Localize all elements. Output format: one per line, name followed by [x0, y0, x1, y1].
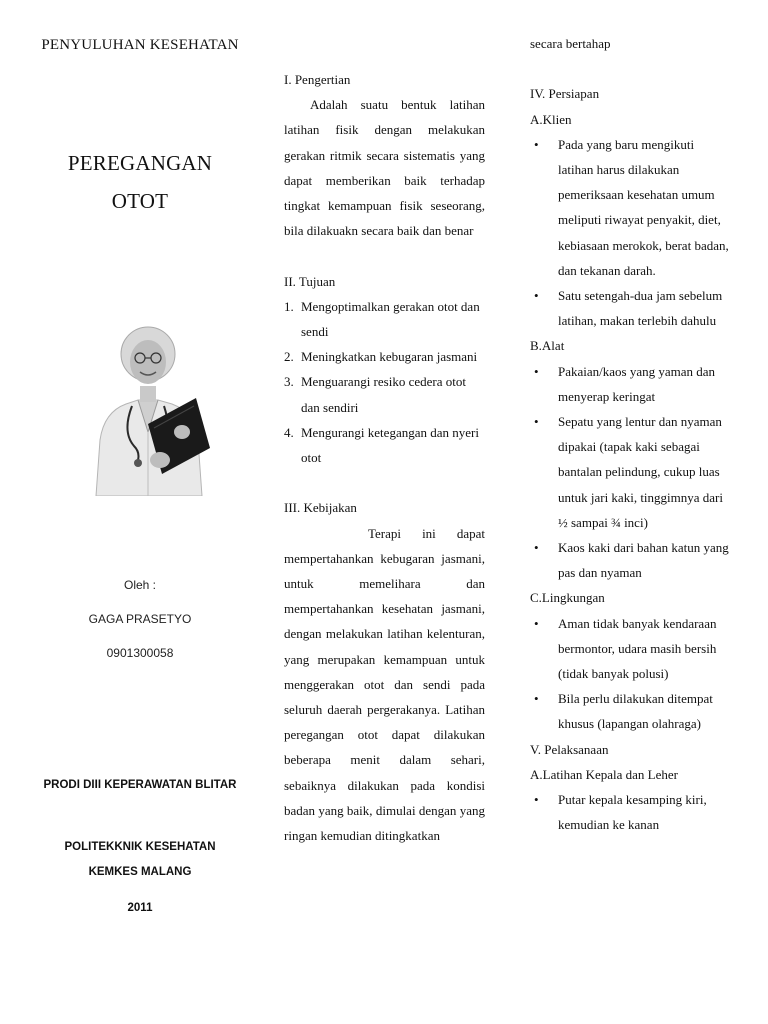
kebijakan-text: Terapi ini dapat mempertahankan kebugaran jasmani, untuk memelihara dan mempertahankan kesehatan jasmani, dengan melakukan latihan kelenturan, yang merupakan kemampuan untuk menggerakan otot dan sendi pada seluruh daerah pergerakanya. Latihan peregangan otot dapat dilakukan beberapa menit dalam sehari, sebaiknya dilakukan pada kondisi badan yang baik, dimulai dengan yang ringan kemudian ditingkatkan [284, 525, 485, 844]
section-heading-pelaksanaan: V. Pelaksanaan [530, 741, 609, 757]
institution-poltekkes: POLITEKKNIK KESEHATAN KEMKES MALANG [64, 841, 216, 878]
klien-list [530, 132, 730, 334]
list-item: • Aman tidak banyak kendaraan bermontor, udara masih bersih (tidak banyak polusi) [530, 611, 730, 687]
list-item: 3. Menguarangi resiko cedera otot dan sendiri [284, 374, 466, 415]
section-heading-persiapan: IV. Persiapan [530, 86, 600, 102]
subheading-lingkungan: C.Lingkungan [530, 590, 605, 606]
author-id: 0901300058 [106, 646, 174, 660]
subheading-kepala-leher: A.Latihan Kepala dan Leher [530, 766, 678, 782]
cover-header: PENYULUHAN KESEHATAN [41, 37, 239, 53]
middle-column [284, 67, 485, 848]
doctor-photo [78, 320, 218, 496]
section-heading-tujuan: II. Tujuan [284, 273, 336, 289]
list-item: • Satu setengah-dua jam sebelum latihan, makan terlebih dahulu [530, 283, 730, 333]
publication-year: 2011 [127, 902, 153, 914]
section-heading-kebijakan: III. Kebijakan [284, 500, 357, 516]
kebijakan-continuation: secara bertahap [530, 36, 611, 51]
list-item: 1. Mengoptimalkan gerakan otot dan sendi [284, 298, 480, 340]
list-item: • Pakaian/kaos yang yaman dan menyerap keringat [530, 359, 730, 409]
pengertian-text: Adalah suatu bentuk latihan latihan fisik dengan melakukan gerakan ritmik secara sistematis yang dapat memberikan baik terhadap tingkat kemampuan fisik seseorang, bila dilakuakn secara baik dan benar [284, 97, 485, 239]
tujuan-list [284, 294, 485, 470]
kepala-list [530, 787, 730, 837]
list-item: • Putar kepala kesamping kiri, kemudian ke kanan [530, 787, 730, 837]
author-label: Oleh : [123, 578, 156, 592]
list-item: 2. Meningkatkan kebugaran jasmani [284, 349, 478, 365]
subheading-klien: A.Klien [530, 111, 572, 127]
institution-prodi: PRODI DIII KEPERAWATAN BLITAR [43, 779, 237, 791]
author-name: GAGA PRASETYO [88, 612, 192, 626]
list-item: • Pada yang baru mengikuti latihan harus dilakukan pemeriksaan kesehatan umum meliputi riwayat penyakit, diet, kebiasaan merokok, berat badan, dan tekanan darah. [530, 132, 730, 283]
right-column [530, 31, 730, 837]
list-item: • Kaos kaki dari bahan katun yang pas dan nyaman [530, 535, 730, 585]
list-item: • Bila perlu dilakukan ditempat khusus (lapangan olahraga) [530, 686, 730, 736]
subheading-alat: B.Alat [530, 338, 565, 354]
list-item: 4. Mengurangi ketegangan dan nyeri otot [284, 424, 479, 466]
lingkungan-list [530, 611, 730, 737]
alat-list [530, 359, 730, 586]
list-item: • Sepatu yang lentur dan nyaman dipakai (tapak kaki sebagai bantalan pelindung, cukup luas untuk jari kaki, tinggimnya dari ½ sampai ¾ inci) [530, 409, 730, 535]
cover-title: PEREGANGAN OTOT [67, 151, 213, 213]
section-heading-pengertian: I. Pengertian [284, 72, 351, 87]
